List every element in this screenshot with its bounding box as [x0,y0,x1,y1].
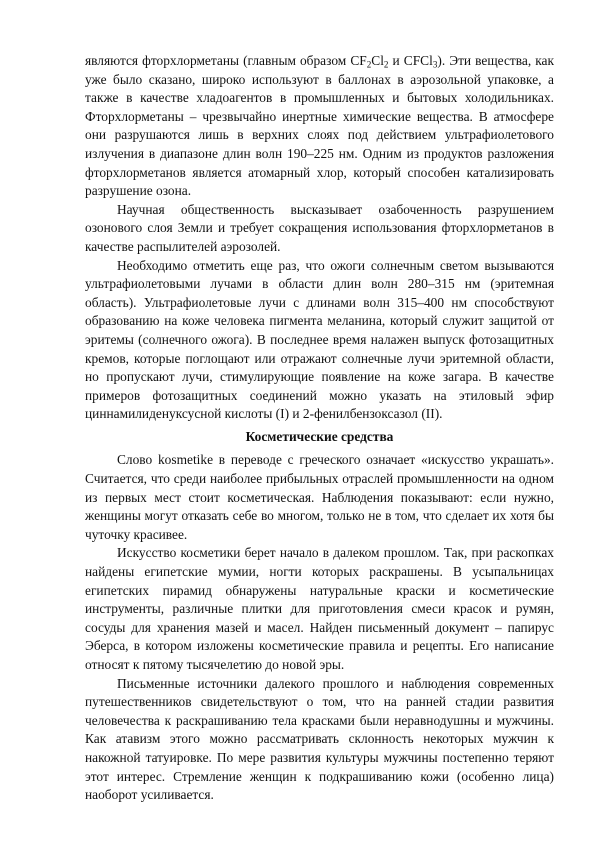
paragraph-written-sources: Письменные источники далекого прошлого и наблюдения современных путешественников свидетельствуют о том, что на ранней стадии развития человечества к раскрашиванию тела красками были неравнодушны и мужчины. Как атавизм этого можно рассматривать склонность некоторых мужчин к накожной татуировке. По мере развития культуры мужчины постепенно теряют этот интерес. Стремление женщин к подкрашиванию кожи (особенно лица) наоборот усиливается. [85,675,554,803]
paragraph-text: и CFCl [388,53,433,68]
paragraph-ozone-continuation [85,52,554,201]
paragraph-text: являются фторхлорметаны (главным образом CF [85,53,367,68]
paragraph-cosmetics-history: Искусство косметики берет начало в далеком прошлом. Так, при раскопках найдены египетские мумии, ногти которых раскрашены. В усыпальницах египетских пирамид обнаружены натуральные краски и косметические инструменты, различные плитки для приготовления смеси красок и румян, сосуды для хранения мазей и масел. Найден письменный документ – папирус Эберса, в котором изложены косметические правила и рецепты. Его написание относят к пятому тысячелетию до новой эры. [85,545,554,672]
section-heading: Косметические средства [245,428,394,444]
paragraph-text: ). Эти вещества, как уже было сказано, широко используют в баллонах в аэрозольной упаковке, а также в качестве хладоагентов в промышленных и бытовых холодильниках. Фторхлорметаны – чрезвычайно инертные химические вещества. В атмосфере они разрушаются лишь в верхних слоях под действием ультрафиолетового излучения в диапазоне длин волн 190–225 нм. Одним из продуктов разложения фторхлорметанов является атомарный хлор, который способен катализировать разрушение озона. [85,53,554,199]
subscript: 2 [383,59,389,70]
paragraph-uv-sunburn: Необходимо отметить еще раз, что ожоги солнечным светом вызываются ультрафиолетовыми лучами в области длин волн 280–315 нм (эритемная область). Ультрафиолетовые лучи с длинами волн 315–400 нм способствуют образованию на коже человека пигмента меланина, который служит защитой от эритемы (солнечного ожога). В последнее время налажен выпуск фотозащитных кремов, которые поглощают или отражают солнечные лучи эритемной области, но пропускают лучи, стимулирующие появление на коже загара. В качестве примеров фотозащитных соединений можно указать на этиловый эфир циннамилиденуксусной кислоты (I) и 2-фенилбензоксазол (II). [85,257,554,422]
document-page [85,52,554,805]
paragraph-scientific-community: Научная общественность высказывает озабоченность разрушением озонового слоя Земли и требует сокращения использования фторхлорметанов в качестве распылителей аэрозолей. [85,201,554,254]
subscript: 2 [366,59,372,70]
subscript: 3 [432,59,438,70]
paragraph-text: Cl [371,53,384,68]
paragraph-kosmetike: Слово kosmetike в переводе с греческого означает «искусство украшать». Считается, что среди наиболее прибыльных отраслей промышленности на одном из первых мест стоит косметическая. Наблюдения показывают: если нужно, женщины могут отказать себе во многом, только не в том, что сделает их хотя бы чуточку красивее. [85,452,554,542]
